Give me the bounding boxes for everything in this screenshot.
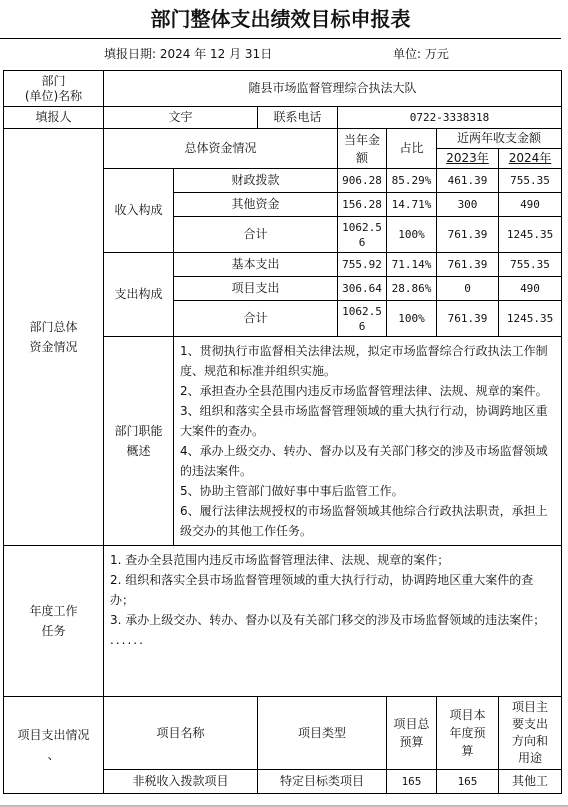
- expense-total-amount: 1062.56: [338, 301, 387, 337]
- income-ratio: 14.71%: [387, 193, 437, 217]
- expense-item-name: 基本支出: [174, 253, 338, 277]
- income-total-2024: 1245.35: [499, 217, 562, 253]
- income-amount: 156.28: [338, 193, 387, 217]
- project-name: 非税收入拨款项目: [104, 770, 258, 794]
- expense-2024: 490: [499, 277, 562, 301]
- income-item-name: 财政拨款: [174, 169, 338, 193]
- income-total-ratio: 100%: [387, 217, 437, 253]
- overall-funds-header: 总体资金情况: [104, 129, 338, 169]
- expense-total-ratio: 100%: [387, 301, 437, 337]
- income-item-name: 其他资金: [174, 193, 338, 217]
- fill-date: 填报日期: 2024 年 12 月 31日: [104, 47, 273, 61]
- form-title: 部门整体支出绩效目标申报表: [0, 0, 561, 39]
- income-2023: 461.39: [437, 169, 499, 193]
- project-type-header: 项目类型: [258, 697, 387, 770]
- expense-ratio: 71.14%: [387, 253, 437, 277]
- function-item: 3、组织和落实全县市场监督管理领域的重大执行行动，协调跨地区重大案件的查办。: [180, 404, 548, 438]
- expense-2024: 755.35: [499, 253, 562, 277]
- filler-value: 文宇: [104, 107, 258, 129]
- function-item: 1、贯彻执行市监督相关法律法规，拟定市场监督综合行政执法工作制度、规范和标准并组织实施。: [180, 344, 548, 378]
- income-2024: 490: [499, 193, 562, 217]
- project-year-budget: 165: [437, 770, 499, 794]
- expense-total-2024: 1245.35: [499, 301, 562, 337]
- functions-content: [174, 337, 562, 546]
- ratio-header: 占比: [387, 129, 437, 169]
- budget-form-table: [3, 70, 562, 794]
- income-total-label: 合计: [174, 217, 338, 253]
- projects-label: 项目支出情况 、: [4, 697, 104, 794]
- expense-total-2023: 761.39: [437, 301, 499, 337]
- project-year-header: 项目本 年度预 算: [437, 697, 499, 770]
- income-total-2023: 761.39: [437, 217, 499, 253]
- project-total: 165: [387, 770, 437, 794]
- year-2023-header: 2023年: [437, 149, 499, 169]
- project-name-header: 项目名称: [104, 697, 258, 770]
- task-ellipsis: ......: [110, 633, 145, 647]
- phone-value: 0722-3338318: [338, 107, 562, 129]
- function-item: 5、协助主管部门做好事中事后监管工作。: [180, 484, 404, 498]
- annual-tasks-content: [104, 546, 562, 697]
- function-item: 2、承担查办全县范围内违反市场监督管理法律、法规、规章的案件。: [180, 384, 548, 398]
- income-amount: 906.28: [338, 169, 387, 193]
- task-item: 2. 组织和落实全县市场监督管理领域的重大执行行动，协调跨地区重大案件的查办；: [110, 573, 534, 607]
- dept-name-label: 部门 (单位)名称: [4, 71, 104, 107]
- task-item: 3. 承办上级交办、转办、督办以及有关部门移交的涉及市场监督领域的违法案件；: [110, 613, 546, 627]
- expense-2023: 761.39: [437, 253, 499, 277]
- income-total-amount: 1062.56: [338, 217, 387, 253]
- functions-label: 部门职能 概述: [104, 337, 174, 546]
- function-item: 6、履行法律法规授权的市场监督领域其他综合行政执法职责，承担上级交办的其他工作任务。: [180, 504, 548, 538]
- annual-tasks-label: 年度工作 任务: [4, 546, 104, 697]
- two-years-header: 近两年收支金额: [437, 129, 562, 149]
- project-direction-header: 项目主 要支出 方向和 用途: [499, 697, 562, 770]
- unit-label: 单位: 万元: [393, 47, 449, 61]
- task-item: 1. 查办全县范围内违反市场监督管理法律、法规、规章的案件；: [110, 553, 450, 567]
- income-label: 收入构成: [104, 169, 174, 253]
- phone-label: 联系电话: [258, 107, 338, 129]
- expense-item-name: 项目支出: [174, 277, 338, 301]
- income-2023: 300: [437, 193, 499, 217]
- income-2024: 755.35: [499, 169, 562, 193]
- current-year-header: 当年金额: [338, 129, 387, 169]
- project-total-header: 项目总 预算: [387, 697, 437, 770]
- expense-label: 支出构成: [104, 253, 174, 337]
- expense-amount: 755.92: [338, 253, 387, 277]
- expense-amount: 306.64: [338, 277, 387, 301]
- income-ratio: 85.29%: [387, 169, 437, 193]
- project-direction: 其他工: [499, 770, 562, 794]
- year-2024-header: 2024年: [499, 149, 562, 169]
- expense-2023: 0: [437, 277, 499, 301]
- filler-label: 填报人: [4, 107, 104, 129]
- function-item: 4、承办上级交办、转办、督办以及有关部门移交的涉及市场监督领域的违法案件。: [180, 444, 548, 478]
- expense-total-label: 合计: [174, 301, 338, 337]
- expense-ratio: 28.86%: [387, 277, 437, 301]
- dept-name-value: 随县市场监督管理综合执法大队: [104, 71, 562, 107]
- project-type: 特定目标类项目: [258, 770, 387, 794]
- funds-section-label: 部门总体 资金情况: [4, 129, 104, 546]
